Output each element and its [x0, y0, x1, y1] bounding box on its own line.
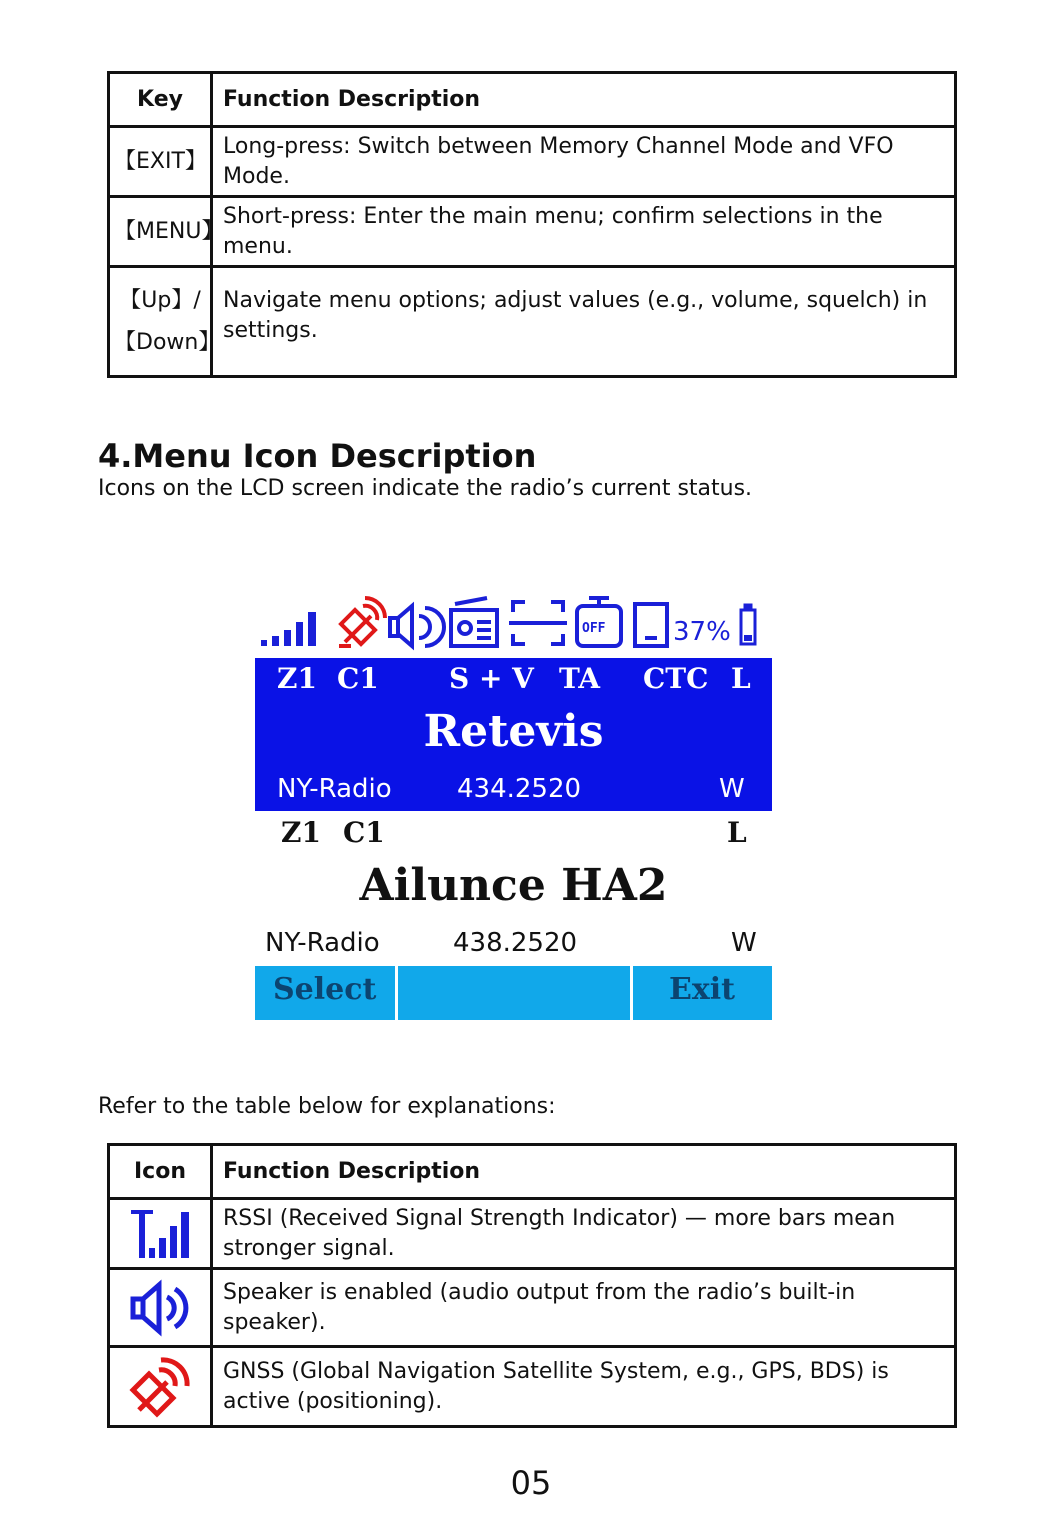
channel-b-zone: Z1	[281, 816, 321, 849]
key-function-table	[107, 71, 957, 378]
lcd-screen	[255, 588, 772, 1020]
exit-softkey[interactable]	[633, 966, 772, 1020]
channel-b-alias: NY-Radio	[265, 928, 380, 958]
channel-a-alias: NY-Radio	[277, 774, 392, 804]
header-description: Function Description	[212, 73, 956, 127]
channel-a-number: C1	[337, 662, 379, 695]
key-menu: 【MENU】	[109, 197, 212, 267]
channel-a-power: L	[731, 662, 751, 695]
icon-function-table	[107, 1143, 957, 1428]
channel-b-power: L	[727, 816, 747, 849]
table-row	[109, 197, 956, 267]
table-row	[109, 1199, 956, 1269]
key-down: 【Down】	[114, 329, 221, 355]
signal-strength-icon	[129, 1208, 191, 1260]
header-icon: Icon	[109, 1145, 212, 1199]
header-key: Key	[109, 73, 212, 127]
gnss-description: GNSS (Global Navigation Satellite System, e.g., GPS, BDS) is active (positioning).	[212, 1347, 956, 1427]
channel-a-bandwidth: W	[719, 774, 745, 804]
section-subtitle: Icons on the LCD screen indicate the radio’s current status.	[98, 476, 753, 501]
table-header-row	[109, 73, 956, 127]
speaker-description: Speaker is enabled (audio output from the radio’s built-in speaker).	[212, 1269, 956, 1347]
table-row	[109, 267, 956, 377]
page-number: 05	[510, 1464, 552, 1502]
svg-text:OFF: OFF	[582, 621, 606, 636]
channel-b-number: C1	[343, 816, 385, 849]
speaker-cell	[109, 1269, 212, 1347]
status-bar	[255, 588, 772, 658]
key-exit: 【EXIT】	[109, 127, 212, 197]
gnss-cell	[109, 1347, 212, 1427]
header-description: Function Description	[212, 1145, 956, 1199]
channel-a-tone: CTC	[643, 662, 709, 695]
table-row	[109, 127, 956, 197]
radio-icon	[451, 598, 497, 646]
signal-strength-description: RSSI (Received Signal Strength Indicator) — more bars mean stronger signal.	[212, 1199, 956, 1269]
channel-a-flags: S + V	[449, 662, 534, 695]
gnss-satellite-icon	[339, 598, 385, 646]
softkey-bar	[255, 966, 772, 1020]
channel-b-bandwidth: W	[731, 928, 757, 958]
signal-strength-icon	[261, 612, 316, 646]
key-up: 【Up】/	[119, 287, 201, 313]
key-up-down-description: Navigate menu options; adjust values (e.g., volume, squelch) in settings.	[212, 267, 956, 377]
signal-strength-cell	[109, 1199, 212, 1269]
scan-icon	[509, 602, 567, 644]
table-row	[109, 1347, 956, 1427]
speaker-icon	[129, 1279, 191, 1337]
key-up-down	[109, 267, 221, 377]
channel-a-frequency: 434.2520	[457, 774, 582, 804]
channel-a-name: Retevis	[423, 706, 604, 757]
channel-a-panel[interactable]	[255, 658, 772, 811]
key-menu-description: Short-press: Enter the main menu; confirm selections in the menu.	[212, 197, 956, 267]
channel-a-ta: TA	[559, 662, 601, 695]
lock-box-icon	[635, 604, 667, 646]
table-row	[109, 1269, 956, 1347]
refer-text: Refer to the table below for explanations:	[98, 1094, 556, 1119]
section-title: 4.Menu Icon Description	[98, 437, 537, 475]
select-softkey-label: Select	[273, 972, 377, 1007]
speaker-icon	[390, 606, 444, 646]
exit-softkey-label: Exit	[669, 972, 736, 1007]
gnss-satellite-icon	[129, 1356, 191, 1418]
middle-softkey[interactable]	[398, 966, 630, 1020]
channel-a-zone: Z1	[277, 662, 317, 695]
select-softkey[interactable]	[255, 966, 395, 1020]
key-exit-description: Long-press: Switch between Memory Channel Mode and VFO Mode.	[212, 127, 956, 197]
channel-b-name: Ailunce HA2	[359, 860, 668, 911]
channel-b-frequency: 438.2520	[453, 928, 578, 958]
battery-icon	[741, 605, 755, 644]
table-header-row	[109, 1145, 956, 1199]
battery-percent: 37%	[673, 617, 731, 647]
